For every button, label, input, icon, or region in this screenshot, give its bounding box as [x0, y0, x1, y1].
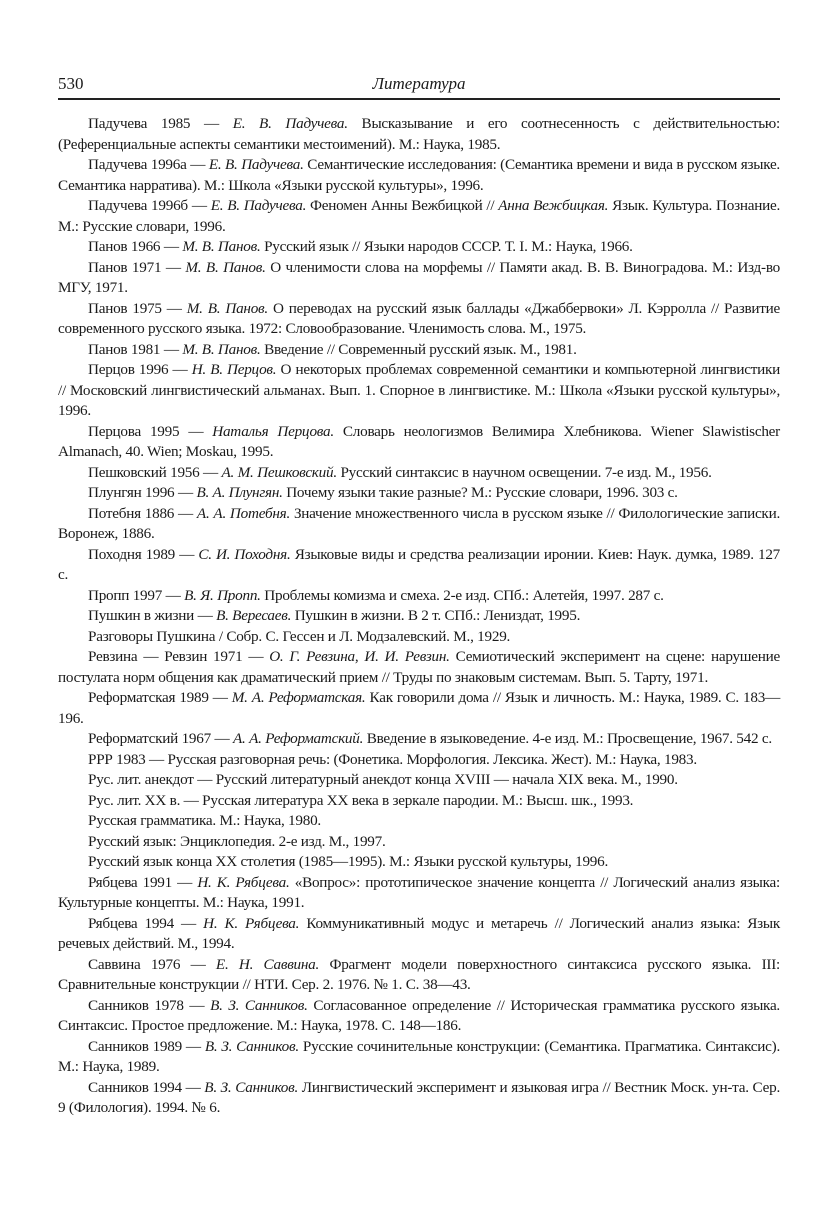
reference-author: Н. К. Рябцева.	[197, 873, 290, 891]
reference-text: О членимости слова на морфемы // Памяти акад. В. В. Виноградова. М.: Изд-во МГУ, 1971.	[58, 258, 780, 296]
reference-text: Рус. лит. анекдот — Русский литературный анекдот конца XVIII — начала XIX века. М., 1990.	[88, 771, 678, 788]
reference-entry	[58, 360, 780, 422]
reference-list	[58, 114, 780, 1119]
reference-text: Рябцева 1994 —	[88, 914, 204, 932]
reference-text: Введение в языковедение. 4-е изд. М.: Просвещение, 1967. 542 с.	[363, 730, 772, 747]
reference-text: Русские сочинительные конструкции: (Семантика. Прагматика. Синтаксис). М.: Наука, 1989.	[58, 1037, 780, 1075]
reference-author: М. В. Панов.	[182, 340, 261, 358]
reference-author: Наталья Перцова.	[212, 422, 334, 440]
running-header	[58, 70, 780, 100]
reference-author: И. И. Ревзин.	[364, 648, 450, 665]
reference-author: В. З. Санников.	[204, 1078, 299, 1096]
reference-entry	[58, 729, 780, 750]
reference-entry	[58, 114, 780, 155]
reference-author: А. А. Потебня.	[196, 504, 291, 522]
reference-author: В. З. Санников.	[204, 1037, 299, 1055]
reference-text: Семантические исследования: (Семантика времени и вида в русском языке. Семантика нарратива). М.: Школа «Языки русской культуры», 1996.	[58, 156, 780, 194]
reference-text: Феномен Анны Вежбицкой //	[306, 197, 499, 214]
reference-author: Е. Н. Саввина.	[215, 955, 320, 973]
reference-text: О некоторых проблемах современной семантики и компьютерной лингвистики // Московский лингвистический альманах. Вып. 1. Спорное в лингвистике. М.: Школа «Языки русской культуры», 1996.	[58, 361, 780, 419]
reference-text: Падучева 1996а —	[88, 156, 209, 173]
reference-entry	[58, 647, 780, 688]
reference-author: В. Вересаев.	[216, 607, 292, 624]
reference-text: Санников 1978 —	[88, 996, 211, 1014]
reference-entry	[58, 914, 780, 955]
reference-entry	[58, 811, 780, 832]
reference-text: Реформатская 1989 —	[88, 689, 232, 706]
reference-entry	[58, 545, 780, 586]
reference-entry	[58, 483, 780, 504]
reference-entry	[58, 832, 780, 853]
reference-text: Потебня 1886 —	[88, 504, 197, 522]
reference-author: С. И. Походня.	[198, 545, 291, 563]
reference-entry	[58, 504, 780, 545]
reference-entry	[58, 770, 780, 791]
reference-entry	[58, 422, 780, 463]
reference-text: Рябцева 1991 —	[88, 873, 198, 891]
reference-text: Рус. лит. XX в. — Русская литература XX века в зеркале пародии. М.: Высш. шк., 1993.	[88, 791, 634, 809]
reference-text: Русский язык конца XX столетия (1985—1995). М.: Языки русской культуры, 1996.	[88, 853, 609, 870]
reference-entry	[58, 627, 780, 648]
reference-text: Значение множественного числа в русском языке // Филологические записки. Воронеж, 1886.	[58, 504, 780, 542]
reference-author: М. В. Панов.	[185, 258, 266, 276]
page-number: 530	[58, 74, 84, 93]
reference-text: Пропп 1997 —	[88, 586, 185, 604]
reference-text: «Вопрос»: прототипическое значение концепта // Логический анализ языка: Культурные концепты. М.: Наука, 1991.	[58, 873, 780, 911]
reference-text: Ревзина — Ревзин 1971 —	[88, 648, 270, 665]
reference-entry	[58, 258, 780, 299]
reference-entry	[58, 873, 780, 914]
reference-author: М. А. Реформатская.	[231, 689, 366, 706]
reference-entry	[58, 155, 780, 196]
reference-text: РРР 1983 — Русская разговорная речь: (Фонетика. Морфология. Лексика. Жест). М.: Наука, 1983.	[88, 750, 697, 768]
reference-text: Введение // Современный русский язык. М., 1981.	[260, 340, 577, 358]
reference-text: О переводах на русский язык баллады «Джаббервоки» Л. Кэрролла // Развитие современного русского языка. 1972: Словообразование. Членимость слова. М., 1975.	[58, 299, 780, 337]
reference-text: Лингвистический эксперимент и языковая игра // Вестник Моск. ун-та. Сер. 9 (Филология). 1994. № 6.	[58, 1078, 780, 1116]
reference-entry	[58, 750, 780, 771]
running-title: Литература	[372, 74, 466, 93]
reference-author: О. Г. Ревзина	[269, 648, 355, 665]
reference-text: Панов 1975 —	[88, 299, 187, 317]
reference-entry	[58, 852, 780, 873]
reference-text: Пешковский 1956 —	[88, 463, 222, 481]
reference-entry	[58, 955, 780, 996]
reference-text: Проблемы комизма и смеха. 2-е изд. СПб.: Алетейя, 1997. 287 с.	[260, 586, 664, 604]
reference-text: Коммуникативный модус и метаречь // Логический анализ языка: Язык речевых действий. М., 1994.	[58, 914, 781, 952]
reference-text: Падучева 1996б —	[88, 197, 211, 214]
reference-text: Язык. Культура. Познание. М.: Русские словари, 1996.	[58, 197, 781, 235]
reference-text: Как говорили дома // Язык и личность. М.: Наука, 1989. С. 183—196.	[58, 689, 781, 727]
reference-text: Согласованное определение // Историческая грамматика русского языка. Синтаксис. Простое предложение. М.: Наука, 1978. С. 148—186.	[58, 996, 780, 1034]
reference-author: В. А. Плунгян.	[196, 484, 283, 501]
reference-text: Русская грамматика. М.: Наука, 1980.	[88, 812, 321, 829]
reference-entry	[58, 299, 780, 340]
reference-text: Перцов 1996 —	[88, 361, 192, 378]
reference-text: Походня 1989 —	[88, 545, 199, 563]
reference-entry	[58, 196, 780, 237]
reference-text: Панов 1971 —	[88, 258, 186, 276]
reference-text: Русский синтаксис в научном освещении. 7-е изд. М., 1956.	[336, 463, 712, 481]
reference-text: Семиотический эксперимент на сцене: нарушение постулата норм общения как драматический прием // Труды по знаковым системам. Вып. 5. Тарту, 1971.	[58, 648, 780, 686]
reference-author: М. В. Панов.	[186, 299, 268, 317]
reference-entry	[58, 1037, 780, 1078]
reference-text: Фрагмент модели поверхностного синтаксиса русского языка. III: Сравнительные конструкции // НТИ. Сер. 2. 1976. № 1. С. 38—43.	[58, 955, 780, 993]
reference-text: Реформатский 1967 —	[88, 730, 233, 747]
reference-text: Плунгян 1996 —	[88, 484, 197, 501]
reference-text: Словарь неологизмов Велимира Хлебникова. Wiener Slawistischer Almanach, 40. Wien; Moskau, 1995.	[58, 422, 780, 460]
reference-text: Падучева 1985 —	[88, 115, 233, 132]
reference-author: М. В. Панов.	[182, 238, 261, 255]
reference-author: Е. В. Падучева.	[210, 197, 307, 214]
reference-author: Н. К. Рябцева.	[203, 914, 300, 932]
reference-text: Русский язык // Языки народов СССР. Т. I. М.: Наука, 1966.	[260, 238, 633, 255]
reference-text: Языковые виды и средства реализации иронии. Киев: Наук. думка, 1989. 127 с.	[58, 545, 781, 583]
reference-entry	[58, 688, 780, 729]
reference-entry	[58, 586, 780, 607]
reference-text: Русский язык: Энциклопедия. 2-е изд. М., 1997.	[88, 832, 386, 850]
reference-text: ,	[354, 648, 365, 665]
reference-entry	[58, 996, 780, 1037]
reference-entry	[58, 1078, 780, 1119]
reference-author: А. М. Пешковский.	[221, 463, 337, 481]
reference-author: Н. В. Перцов.	[191, 361, 277, 378]
reference-author: Анна Вежбицкая.	[498, 197, 609, 214]
reference-entry	[58, 606, 780, 627]
reference-author: Е. В. Падучева.	[232, 115, 348, 132]
reference-text: Почему языки такие разные? М.: Русские словари, 1996. 303 с.	[282, 484, 678, 501]
reference-text: Пушкин в жизни. В 2 т. СПб.: Лениздат, 1995.	[291, 607, 581, 624]
reference-author: А. А. Реформатский.	[232, 730, 364, 747]
reference-entry	[58, 237, 780, 258]
reference-text: Санников 1989 —	[88, 1037, 205, 1055]
reference-text: Перцова 1995 —	[88, 422, 213, 440]
reference-text: Саввина 1976 —	[88, 955, 216, 973]
reference-text: Панов 1966 —	[88, 238, 183, 255]
reference-text: Пушкин в жизни —	[88, 607, 217, 624]
reference-text: Разговоры Пушкина / Собр. С. Гессен и Л. Модзалевский. М., 1929.	[88, 627, 511, 645]
reference-entry	[58, 340, 780, 361]
reference-entry	[58, 463, 780, 484]
reference-text: Высказывание и его соотнесенность с действительностью: (Референциальные аспекты семантики местоимений). М.: Наука, 1985.	[58, 115, 780, 153]
reference-author: Е. В. Падучева.	[208, 156, 304, 173]
reference-text: Панов 1981 —	[88, 340, 183, 358]
reference-entry	[58, 791, 780, 812]
reference-author: В. З. Санников.	[210, 996, 308, 1014]
reference-text: Санников 1994 —	[88, 1078, 205, 1096]
reference-author: В. Я. Пропп.	[184, 586, 261, 604]
